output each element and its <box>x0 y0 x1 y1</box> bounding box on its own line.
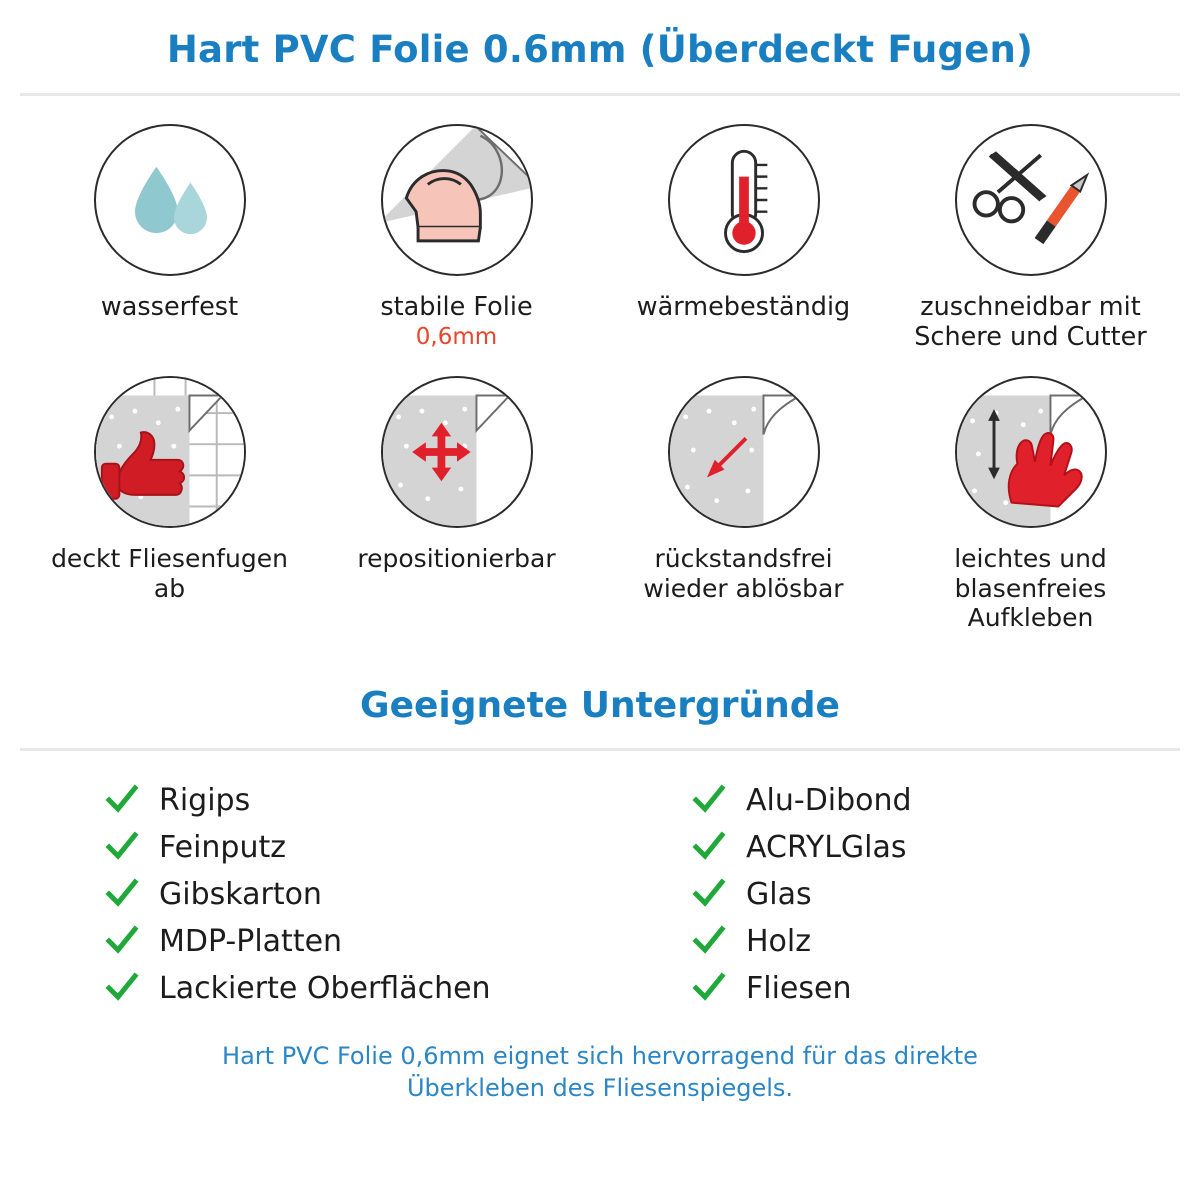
list-item <box>692 777 1200 824</box>
feature-waermebestaendig <box>600 124 887 352</box>
thermometer-icon <box>668 124 820 276</box>
surfaces-lists <box>0 751 1200 1012</box>
list-item-label: Holz <box>746 923 811 959</box>
list-item <box>692 824 1200 871</box>
list-item-label: Gibskarton <box>159 876 322 912</box>
feature-sublabel: 0,6mm <box>415 324 498 351</box>
feature-deckt-fliesenfugen-ab <box>26 376 313 633</box>
check-icon <box>692 924 726 958</box>
list-item-label: MDP-Platten <box>159 923 343 959</box>
list-item <box>105 871 600 918</box>
list-item-label: Feinputz <box>159 829 286 865</box>
check-icon <box>692 971 726 1005</box>
list-item <box>105 918 600 965</box>
footer-line-2: Überkleben des Fliesenspiegels. <box>406 1074 794 1103</box>
header <box>0 0 1200 71</box>
page-title: Hart PVC Folie 0.6mm (Überdeckt Fugen) <box>166 28 1034 71</box>
feature-grid-row-1 <box>0 96 1200 352</box>
feature-label: wärmebeständig <box>636 292 851 322</box>
list-item <box>105 777 600 824</box>
feature-wasserfest <box>26 124 313 352</box>
hand-smoothing-icon <box>955 376 1107 528</box>
list-item <box>105 965 600 1012</box>
check-icon <box>105 924 139 958</box>
list-item-label: Rigips <box>159 782 251 818</box>
feature-label: stabile Folie <box>380 292 533 322</box>
feature-label: repositionierbar <box>357 544 556 574</box>
check-icon <box>105 830 139 864</box>
feature-stabile-folie <box>313 124 600 352</box>
surfaces-list-left <box>0 777 600 1012</box>
move-arrows-icon <box>381 376 533 528</box>
check-icon <box>105 971 139 1005</box>
check-icon <box>692 783 726 817</box>
list-item-label: Lackierte Oberflächen <box>159 970 491 1006</box>
list-item <box>692 918 1200 965</box>
footer-note <box>0 1040 1200 1105</box>
list-item-label: Glas <box>746 876 812 912</box>
feature-label: leichtes und blasenfreies Aufkleben <box>954 544 1107 633</box>
feature-label: wasserfest <box>100 292 239 322</box>
feature-grid-row-2 <box>0 352 1200 633</box>
list-item <box>692 965 1200 1012</box>
scissors-cutter-icon <box>955 124 1107 276</box>
list-item-label: Alu-Dibond <box>746 782 912 818</box>
feature-label: zuschneidbar mit Schere und Cutter <box>914 292 1147 353</box>
check-icon <box>105 783 139 817</box>
feature-repositionierbar <box>313 376 600 633</box>
thumbs-up-tile-icon <box>94 376 246 528</box>
check-icon <box>692 830 726 864</box>
list-item <box>692 871 1200 918</box>
footer-line-1: Hart PVC Folie 0,6mm eignet sich hervorragend für das direkte <box>222 1041 978 1070</box>
list-item <box>105 824 600 871</box>
list-item-label: ACRYLGlas <box>746 829 907 865</box>
check-icon <box>105 877 139 911</box>
feature-blasenfreies-aufkleben <box>887 376 1174 633</box>
peel-off-arrow-icon <box>668 376 820 528</box>
check-icon <box>692 877 726 911</box>
feature-zuschneidbar <box>887 124 1174 352</box>
feature-rueckstandsfrei-abloesbar <box>600 376 887 633</box>
water-drops-icon <box>94 124 246 276</box>
flexed-arm-icon <box>381 124 533 276</box>
section-title: Geeignete Untergründe <box>360 684 840 726</box>
feature-label: deckt Fliesenfugen ab <box>51 544 288 603</box>
feature-label: rückstandsfrei wieder ablösbar <box>643 544 844 603</box>
list-item-label: Fliesen <box>746 970 852 1006</box>
surfaces-list-right <box>600 777 1200 1012</box>
